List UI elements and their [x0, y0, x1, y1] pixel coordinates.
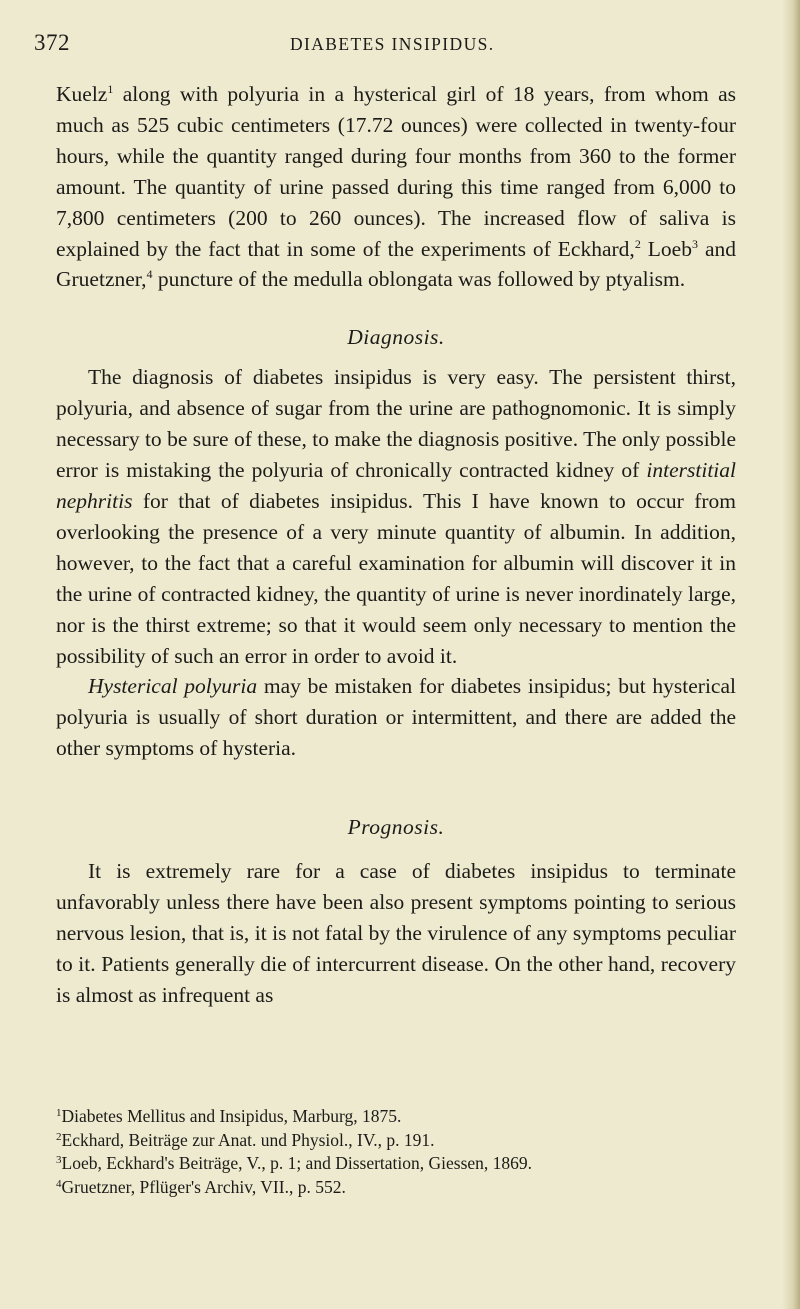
footnote-number: 3	[56, 1154, 62, 1166]
body-text	[56, 79, 736, 1011]
intro-paragraph	[56, 79, 736, 295]
prognosis-paragraph: It is extremely rare for a case of diabetes insipidus to terminate unfavorably unless there have been also present symptoms pointing to serious nervous lesion, that is, it is not fatal by the virulence of any symptoms peculiar to it. Patients generally die of intercurrent disease. On the other hand, recovery is almost as infrequent as	[56, 859, 736, 1007]
footnote-ref-1: 1	[107, 82, 114, 96]
footnote-text: Diabetes Mellitus and Insipidus, Marburg, 1875.	[61, 1106, 402, 1126]
intro-text-c: and Gruetzner,	[56, 236, 736, 292]
intro-text-d: puncture of the medulla oblongata was followed by ptyalism.	[152, 267, 686, 292]
footnotes	[56, 1105, 736, 1199]
footnote-ref-3: 3	[691, 236, 698, 251]
footnote-3	[56, 1152, 736, 1176]
footnote-text: Loeb, Eckhard's Beiträge, V., p. 1; and Dissertation, Giessen, 1869.	[61, 1153, 533, 1173]
author-name: Kuelz	[56, 82, 108, 106]
diagnosis-heading: Diagnosis.	[347, 325, 445, 350]
diagnosis-paragraph-1	[56, 362, 736, 671]
footnote-number: 2	[56, 1130, 62, 1143]
intro-text-b: Loeb	[640, 236, 692, 261]
running-head: DIABETES INSIPIDUS.	[290, 34, 495, 54]
hysterical-polyuria-term: Hysterical polyuria	[88, 674, 258, 699]
footnote-ref-4: 4	[146, 267, 153, 282]
footnote-1	[56, 1105, 736, 1129]
diagnosis-paragraph-2	[56, 671, 736, 764]
diagnosis-text-c: may be mistaken for diabetes insipidus; but hysterical polyuria is usually of short duration or intermittent, and there are added the other symptoms of hysteria.	[56, 674, 736, 761]
page-header	[34, 30, 734, 60]
intro-text-a: along with polyuria in a hysterical girl of 18 years, from whom as much as 525 cubic centimeters (17.72 ounces) were collected in twenty-four hours, while the quantity ranged during four months from 360 to the former amount. The quantity of urine passed during this time ranged from 6,000 to 7,800 centimeters (200 to 260 ounces). The increased flow of saliva is explained by the fact that in some of the experiments of Eckhard,	[56, 82, 736, 261]
page-number: 372	[34, 30, 70, 55]
footnote-text: Gruetzner, Pflüger's Archiv, VII., p. 552.	[61, 1176, 346, 1197]
interstitial-nephritis-term: interstitial nephritis	[56, 458, 736, 513]
footnote-4	[56, 1176, 736, 1200]
diagnosis-text-a: The diagnosis of diabetes insipidus is very easy. The persistent thirst, polyuria, and absence of sugar from the urine are pathognomonic. It is simply necessary to be sure of these, to make the diagnosis positive. The only possible error is mistaking the polyuria of chronically contracted kidney of	[56, 365, 736, 483]
page-edge-shadow	[782, 0, 800, 1309]
diagnosis-text-b: for that of diabetes insipidus. This I have known to occur from overlooking the presence of a very minute quantity of albumin. In addition, however, to the fact that a careful examination for albumin will discover it in the urine of contracted kidney, the quantity of urine is never inordinately large, nor is the thirst extreme; so that it would seem only necessary to mention the possibility of such an error in order to avoid it.	[56, 488, 736, 668]
footnote-number: 4	[56, 1177, 62, 1190]
footnote-text: Eckhard, Beiträge zur Anat. und Physiol., IV., p. 191.	[61, 1129, 435, 1150]
prognosis-heading: Prognosis.	[347, 815, 445, 840]
footnote-number: 1	[56, 1107, 62, 1119]
footnote-ref-2: 2	[634, 236, 641, 251]
footnote-2	[56, 1129, 736, 1153]
